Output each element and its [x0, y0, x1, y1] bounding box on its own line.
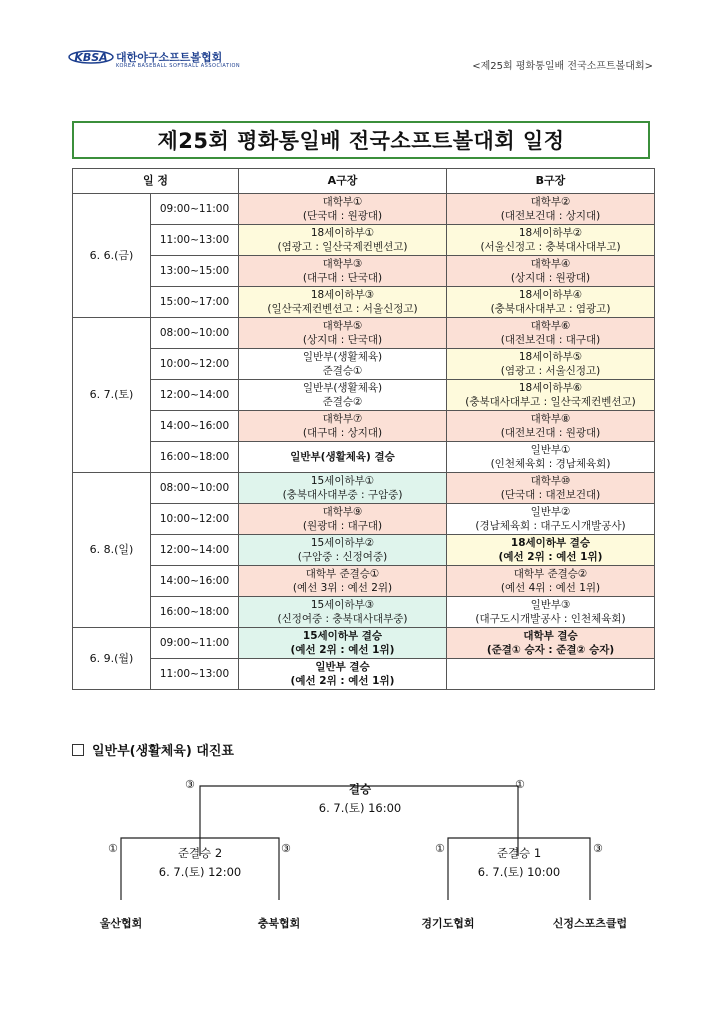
game-title: 15세이하부③	[310, 599, 375, 611]
semi1-when: 6. 7.(토) 10:00	[477, 865, 561, 879]
kbsa-logo-mark	[68, 48, 114, 66]
game-cell-a	[239, 287, 447, 318]
game-title: 15세이하부①	[310, 475, 375, 487]
game-cell-a	[239, 535, 447, 566]
final-when: 6. 7.(토) 16:00	[318, 801, 402, 815]
game-cell-a	[239, 504, 447, 535]
table-row	[73, 225, 655, 256]
bracket-heading	[72, 740, 234, 759]
game-matchup: (예선 4위 : 예선 1위)	[500, 582, 601, 594]
title-box	[72, 121, 650, 159]
game-cell-b	[447, 659, 655, 690]
date-cell: 6. 6.(금)	[73, 194, 151, 318]
game-cell-a	[239, 566, 447, 597]
game-title: 대학부②	[530, 196, 571, 208]
game-cell-b	[447, 349, 655, 380]
time-cell: 12:00~14:00	[151, 380, 239, 411]
time-cell: 08:00~10:00	[151, 473, 239, 504]
time-cell: 11:00~13:00	[151, 225, 239, 256]
game-cell-b	[447, 380, 655, 411]
team-ulsan: 울산협회	[99, 917, 143, 930]
game-title: 대학부⑥	[530, 320, 571, 332]
game-title: 18세이하부④	[518, 289, 583, 301]
team-gyeonggi: 경기도협회	[421, 917, 475, 930]
time-cell: 14:00~16:00	[151, 566, 239, 597]
game-matchup: (서울신정고 : 충북대사대부고)	[480, 241, 621, 253]
semi2-seed-left: ①	[108, 842, 118, 855]
time-cell: 08:00~10:00	[151, 318, 239, 349]
time-cell: 10:00~12:00	[151, 504, 239, 535]
table-row	[73, 504, 655, 535]
table-row	[73, 411, 655, 442]
semi1-seed-left: ①	[435, 842, 445, 855]
time-cell: 14:00~16:00	[151, 411, 239, 442]
game-matchup: (예선 2위 : 예선 1위)	[498, 551, 603, 563]
header-field-a: A구장	[239, 169, 447, 194]
kbsa-logo	[68, 48, 241, 74]
logo-name-en: KOREA BASEBALL SOFTBALL ASSOCIATION	[116, 63, 241, 69]
logo-name-ko: 대한야구소프트볼협회	[116, 51, 223, 64]
game-title: 일반부①	[530, 444, 571, 456]
game-title: 15세이하부②	[310, 537, 375, 549]
game-matchup: (신정여중 : 충북대사대부중)	[277, 613, 408, 625]
time-cell: 13:00~15:00	[151, 256, 239, 287]
table-row	[73, 473, 655, 504]
game-matchup: (염광고 : 일산국제컨벤션고)	[277, 241, 408, 253]
game-cell-a	[239, 380, 447, 411]
game-cell-b	[447, 628, 655, 659]
game-matchup: 준결승①	[322, 365, 363, 377]
game-matchup: (상지대 : 단국대)	[302, 334, 383, 346]
table-row	[73, 256, 655, 287]
game-matchup: (대구대 : 단국대)	[302, 272, 383, 284]
game-cell-b	[447, 597, 655, 628]
game-cell-b	[447, 318, 655, 349]
game-matchup: (염광고 : 서울신정고)	[500, 365, 601, 377]
game-title: 대학부⑨	[322, 506, 363, 518]
table-row	[73, 380, 655, 411]
game-title: 대학부⑦	[322, 413, 363, 425]
game-cell-b	[447, 504, 655, 535]
game-title: 18세이하부②	[518, 227, 583, 239]
game-cell-b	[447, 194, 655, 225]
game-title: 일반부②	[530, 506, 571, 518]
game-matchup: (경남체육회 : 대구도시개발공사)	[475, 520, 626, 532]
date-cell: 6. 9.(월)	[73, 628, 151, 690]
svg-text:KBSA: KBSA	[74, 51, 108, 64]
game-matchup: (예선 2위 : 예선 1위)	[290, 675, 395, 687]
table-row	[73, 318, 655, 349]
game-matchup: 준결승②	[322, 396, 363, 408]
table-row	[73, 628, 655, 659]
game-cell-a	[239, 473, 447, 504]
game-title: 18세이하부 결승	[510, 537, 591, 549]
semi2-when: 6. 7.(토) 12:00	[158, 865, 242, 879]
game-title: 대학부 결승	[523, 630, 578, 642]
game-title: 대학부⑩	[530, 475, 571, 487]
final-seed-left: ③	[185, 778, 195, 791]
table-row	[73, 194, 655, 225]
game-title: 대학부⑤	[322, 320, 363, 332]
game-matchup: (예선 3위 : 예선 2위)	[292, 582, 393, 594]
game-matchup: (준결① 승자 : 준결② 승자)	[486, 644, 615, 656]
game-matchup: (대전보건대 : 원광대)	[500, 427, 601, 439]
header-schedule: 일 정	[73, 169, 239, 194]
table-header-row	[73, 169, 655, 194]
page-title: 제25회 평화통일배 전국소프트볼대회 일정	[157, 129, 565, 153]
table-row	[73, 535, 655, 566]
game-cell-a	[239, 349, 447, 380]
header-event-name: <제25회 평화통일배 전국소프트볼대회>	[472, 61, 653, 72]
game-matchup: (충북대사대부중 : 구암중)	[282, 489, 403, 501]
game-title: 15세이하부 결승	[302, 630, 383, 642]
game-matchup: (단국대 : 원광대)	[302, 210, 383, 222]
game-title: 일반부③	[530, 599, 571, 611]
semi2-label: 준결승 2	[177, 846, 223, 860]
table-row	[73, 597, 655, 628]
date-cell: 6. 8.(일)	[73, 473, 151, 628]
schedule-table	[72, 168, 655, 690]
schedule-body	[73, 194, 655, 690]
game-cell-a	[239, 318, 447, 349]
game-matchup: (대구대 : 상지대)	[302, 427, 383, 439]
game-matchup: (대전보건대 : 대구대)	[500, 334, 601, 346]
game-title: 일반부(생활체육)	[302, 382, 383, 394]
game-cell-b	[447, 287, 655, 318]
table-row	[73, 659, 655, 690]
game-title: 일반부(생활체육) 결승	[290, 451, 395, 463]
final-seed-right: ①	[515, 778, 525, 791]
game-cell-b	[447, 535, 655, 566]
team-sinjeong-sports: 신정스포츠클럽	[552, 917, 628, 930]
header-field-b: B구장	[447, 169, 655, 194]
game-cell-b	[447, 256, 655, 287]
game-matchup: (대전보건대 : 상지대)	[500, 210, 601, 222]
team-chungbuk: 충북협회	[257, 917, 301, 930]
game-matchup: (단국대 : 대전보건대)	[500, 489, 601, 501]
semi2-seed-right: ③	[281, 842, 291, 855]
table-row	[73, 287, 655, 318]
date-cell: 6. 7.(토)	[73, 318, 151, 473]
checkbox-icon	[72, 744, 84, 756]
game-title: 18세이하부①	[310, 227, 375, 239]
time-cell: 15:00~17:00	[151, 287, 239, 318]
game-title: 대학부①	[322, 196, 363, 208]
time-cell: 09:00~11:00	[151, 628, 239, 659]
game-title: 대학부⑧	[530, 413, 571, 425]
game-cell-a	[239, 597, 447, 628]
game-matchup: (원광대 : 대구대)	[302, 520, 383, 532]
semi1-seed-right: ③	[593, 842, 603, 855]
game-matchup: (상지대 : 원광대)	[510, 272, 591, 284]
table-row	[73, 442, 655, 473]
game-cell-a	[239, 225, 447, 256]
game-title: 대학부 준결승①	[305, 568, 380, 580]
game-cell-a	[239, 411, 447, 442]
time-cell: 09:00~11:00	[151, 194, 239, 225]
game-title: 18세이하부⑤	[518, 351, 583, 363]
time-cell: 11:00~13:00	[151, 659, 239, 690]
game-title: 18세이하부③	[310, 289, 375, 301]
game-cell-a	[239, 628, 447, 659]
game-cell-b	[447, 566, 655, 597]
bracket-heading-text: 일반부(생활체육) 대진표	[92, 744, 234, 759]
game-title: 대학부③	[322, 258, 363, 270]
game-matchup: (일산국제컨벤션고 : 서울신정고)	[267, 303, 418, 315]
game-cell-b	[447, 411, 655, 442]
game-matchup: (충북대사대부고 : 일산국제컨벤션고)	[465, 396, 636, 408]
game-cell-a	[239, 442, 447, 473]
time-cell: 10:00~12:00	[151, 349, 239, 380]
game-title: 대학부 준결승②	[513, 568, 588, 580]
game-matchup: (충북대사대부고 : 염광고)	[490, 303, 611, 315]
game-matchup: (인천체육회 : 경남체육회)	[490, 458, 611, 470]
game-title: 일반부(생활체육)	[302, 351, 383, 363]
time-cell: 16:00~18:00	[151, 597, 239, 628]
game-cell-a	[239, 194, 447, 225]
final-label: 결승	[348, 782, 372, 796]
table-row	[73, 349, 655, 380]
game-cell-a	[239, 659, 447, 690]
game-matchup: (대구도시개발공사 : 인천체육회)	[475, 613, 626, 625]
game-cell-a	[239, 256, 447, 287]
game-cell-b	[447, 442, 655, 473]
game-cell-b	[447, 473, 655, 504]
time-cell: 16:00~18:00	[151, 442, 239, 473]
game-title: 대학부④	[530, 258, 571, 270]
time-cell: 12:00~14:00	[151, 535, 239, 566]
game-matchup: (예선 2위 : 예선 1위)	[290, 644, 395, 656]
game-matchup: (구암중 : 신정여중)	[297, 551, 388, 563]
game-title: 일반부 결승	[315, 661, 370, 673]
semi1-label: 준결승 1	[496, 846, 542, 860]
game-cell-b	[447, 225, 655, 256]
table-row	[73, 566, 655, 597]
game-title: 18세이하부⑥	[518, 382, 583, 394]
